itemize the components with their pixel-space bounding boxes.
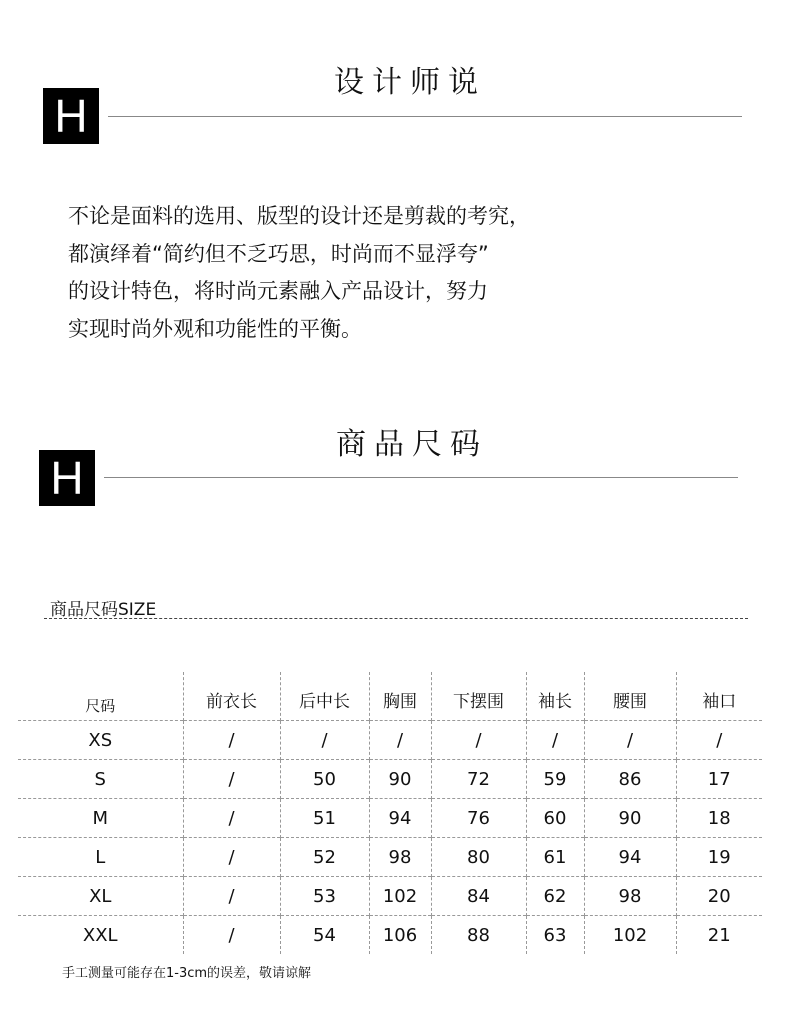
table-cell: / — [526, 721, 584, 760]
table-cell: / — [280, 721, 369, 760]
table-cell: 102 — [584, 916, 676, 955]
header-front-length: 前衣长 — [183, 672, 280, 721]
table-cell: 72 — [431, 760, 526, 799]
table-row — [18, 838, 762, 877]
size-h-badge: H — [39, 450, 95, 506]
table-cell: / — [183, 838, 280, 877]
table-cell: XS — [18, 721, 183, 760]
table-row — [18, 799, 762, 838]
table-row — [18, 877, 762, 916]
paragraph-line: 的设计特色，将时尚元素融入产品设计，努力 — [68, 279, 488, 303]
header-sleeve-length: 袖长 — [526, 672, 584, 721]
table-cell: / — [369, 721, 431, 760]
paragraph-line: 实现时尚外观和功能性的平衡。 — [68, 316, 362, 341]
table-cell: 60 — [526, 799, 584, 838]
table-cell: / — [183, 799, 280, 838]
table-cell: 106 — [369, 916, 431, 955]
table-cell: 90 — [584, 799, 676, 838]
paragraph-line: 都演绎着“简约但不乏巧思，时尚而不显浮夸” — [68, 241, 489, 266]
table-cell: / — [584, 721, 676, 760]
table-cell: S — [18, 760, 183, 799]
header-size: 尺码 — [85, 697, 116, 715]
table-cell: / — [183, 916, 280, 955]
designer-section-title: 设计师说 — [334, 65, 486, 100]
table-row — [18, 916, 762, 955]
table-cell: 20 — [676, 877, 762, 916]
table-cell: 80 — [431, 838, 526, 877]
designer-h-badge: H — [43, 88, 99, 144]
table-cell: 98 — [584, 877, 676, 916]
size-table — [18, 672, 762, 954]
header-hem: 下摆围 — [431, 672, 526, 721]
table-cell: 54 — [280, 916, 369, 955]
table-cell: 53 — [280, 877, 369, 916]
table-cell: 52 — [280, 838, 369, 877]
table-cell: / — [431, 721, 526, 760]
table-cell: 51 — [280, 799, 369, 838]
table-cell: 102 — [369, 877, 431, 916]
table-cell: 88 — [431, 916, 526, 955]
header-back-length: 后中长 — [280, 672, 369, 721]
table-cell: 21 — [676, 916, 762, 955]
designer-paragraph — [68, 198, 748, 348]
header-cuff: 袖口 — [676, 672, 762, 721]
header-chest: 胸围 — [369, 672, 431, 721]
table-cell: 19 — [676, 838, 762, 877]
table-cell: / — [183, 877, 280, 916]
table-cell: 98 — [369, 838, 431, 877]
table-cell: XL — [18, 877, 183, 916]
table-cell: 76 — [431, 799, 526, 838]
paragraph-line: 不论是面料的选用、版型的设计还是剪裁的考究， — [68, 204, 530, 228]
table-cell: 59 — [526, 760, 584, 799]
size-title-rule — [104, 477, 738, 478]
table-cell: L — [18, 838, 183, 877]
designer-title-rule — [108, 116, 742, 117]
table-cell: 94 — [369, 799, 431, 838]
table-row — [18, 721, 762, 760]
table-cell: 86 — [584, 760, 676, 799]
size-label-dashed-rule — [44, 618, 748, 619]
table-cell: 61 — [526, 838, 584, 877]
table-cell: XXL — [18, 916, 183, 955]
size-section-title: 商品尺码 — [336, 427, 488, 462]
table-cell: 17 — [676, 760, 762, 799]
table-cell: 62 — [526, 877, 584, 916]
table-row — [18, 760, 762, 799]
table-cell: 63 — [526, 916, 584, 955]
size-table-label: 商品尺码SIZE — [50, 600, 157, 620]
table-cell: 18 — [676, 799, 762, 838]
header-waist: 腰围 — [584, 672, 676, 721]
table-cell: 90 — [369, 760, 431, 799]
measurement-note: 手工测量可能存在1-3cm的误差，敬请谅解 — [62, 966, 312, 981]
table-cell: 84 — [431, 877, 526, 916]
table-header-row — [18, 672, 762, 721]
table-cell: 50 — [280, 760, 369, 799]
table-cell: / — [676, 721, 762, 760]
table-cell: M — [18, 799, 183, 838]
table-cell: / — [183, 760, 280, 799]
table-cell: 94 — [584, 838, 676, 877]
table-cell: / — [183, 721, 280, 760]
